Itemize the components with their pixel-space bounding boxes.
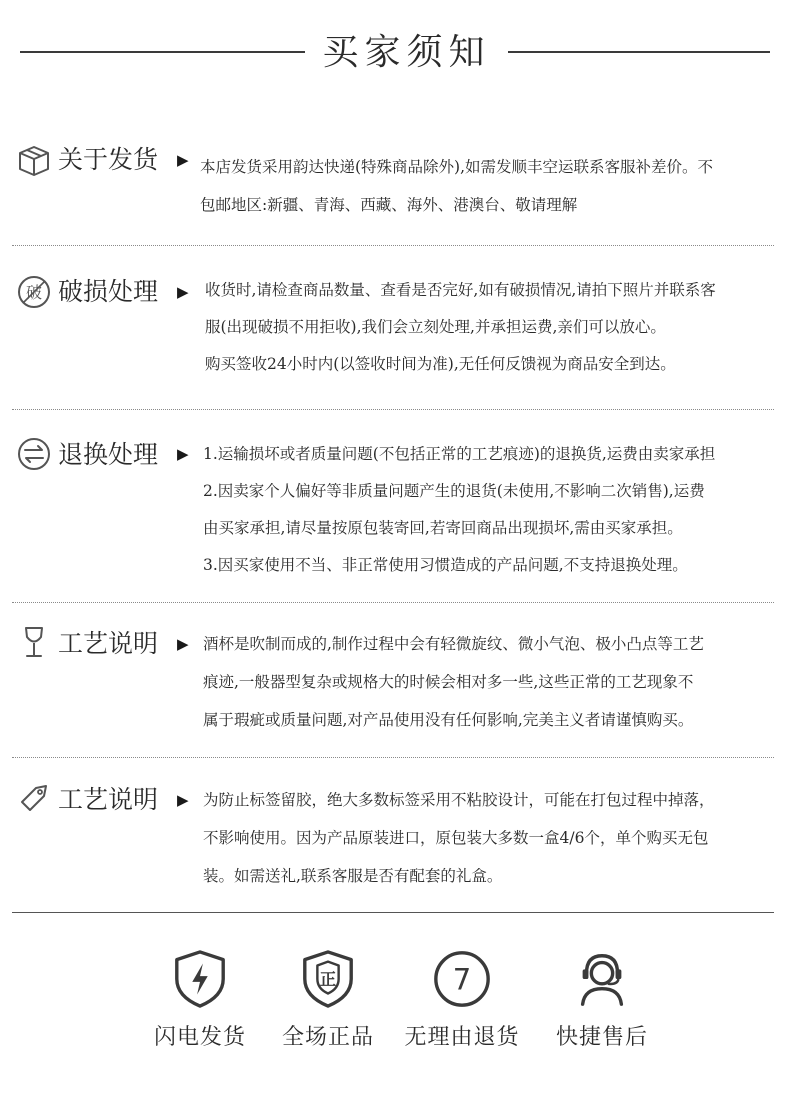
- body-line: 酒杯是吹制而成的,制作过程中会有轻微旋纹、微小气泡、极小凸点等工艺: [203, 635, 704, 653]
- section-label-note: [0, 778, 790, 898]
- section-title: 破损处理: [58, 277, 159, 306]
- body-line: 痕迹,一般器型复杂或规格大的时候会相对多一些,这些正常的工艺现象不: [203, 673, 694, 691]
- seven-day-return-icon: [431, 948, 493, 1010]
- body-line: 收货时,请检查商品数量、查看是否完好,如有破损情况,请拍下照片并联系客: [205, 281, 716, 299]
- page-title: 买家须知: [322, 32, 491, 73]
- feature-fast-shipping: [130, 948, 270, 1051]
- section-title: 工艺说明: [58, 629, 159, 658]
- section-body: [203, 781, 773, 895]
- section-body: [205, 272, 775, 383]
- section-shipping: [0, 140, 790, 214]
- body-line: 由买家承担,请尽量按原包装寄回,若寄回商品出现损坏,需由买家承担。: [203, 519, 683, 537]
- section-divider: [12, 409, 774, 410]
- section-craft: [0, 622, 790, 742]
- broken-circle-label: 破: [25, 283, 43, 302]
- bullet-arrow: ▶: [177, 635, 189, 653]
- box-icon: [16, 143, 52, 179]
- body-line: 本店发货采用韵达快递(特殊商品除外),如需发顺丰空运联系客服补差价。不: [200, 158, 714, 176]
- section-body: [203, 625, 773, 739]
- feature-after-sales: [532, 948, 672, 1051]
- lightning-shield-icon: [171, 948, 229, 1010]
- section-divider: [12, 757, 774, 758]
- feature-genuine: [258, 948, 398, 1051]
- section-body: [200, 148, 770, 224]
- section-damage: [0, 268, 790, 388]
- body-line: 包邮地区:新疆、青海、西藏、海外、港澳台、敬请理解: [200, 196, 578, 214]
- feature-label: 闪电发货: [153, 1025, 246, 1050]
- customer-service-icon: [571, 948, 633, 1010]
- bullet-arrow: ▶: [177, 283, 189, 301]
- section-title: 工艺说明: [58, 785, 159, 814]
- section-divider: [12, 245, 774, 246]
- section-divider: [12, 602, 774, 603]
- feature-label: 快捷售后: [555, 1025, 648, 1050]
- broken-circle-icon: [16, 274, 52, 310]
- bullet-arrow: ▶: [177, 791, 189, 809]
- body-line: 1.运输损坏或者质量问题(不包括正常的工艺痕迹)的退换货,运费由卖家承担: [203, 445, 716, 463]
- header-rule-left: [20, 51, 305, 53]
- section-title: 退换处理: [58, 440, 159, 469]
- page-header: [0, 28, 790, 78]
- seven-day-label: 7: [452, 962, 472, 997]
- genuine-icon-label: 正: [319, 969, 337, 989]
- section-divider: [12, 912, 774, 913]
- bullet-arrow: ▶: [177, 445, 189, 463]
- body-line: 为防止标签留胶，绝大多数标签采用不粘胶设计，可能在打包过程中掉落，: [203, 791, 715, 809]
- genuine-shield-icon: [299, 948, 357, 1010]
- bullet-arrow: ▶: [177, 151, 189, 169]
- body-line: 装。如需送礼,联系客服是否有配套的礼盒。: [203, 867, 503, 885]
- header-rule-right: [508, 51, 770, 53]
- section-body: [203, 436, 773, 584]
- body-line: 3.因买家使用不当、非正常使用习惯造成的产品问题,不支持退换处理。: [203, 556, 688, 574]
- exchange-arrows-icon: [16, 436, 52, 472]
- body-line: 购买签收24小时内(以签收时间为准),无任何反馈视为商品安全到达。: [205, 355, 676, 373]
- feature-label: 无理由退货: [404, 1025, 520, 1050]
- tag-icon: [16, 780, 52, 816]
- feature-no-reason-return: [392, 948, 532, 1051]
- feature-label: 全场正品: [281, 1025, 374, 1050]
- body-line: 服(出现破损不用拒收),我们会立刻处理,并承担运费,亲们可以放心。: [205, 318, 666, 336]
- body-line: 2.因卖家个人偏好等非质量问题产生的退货(未使用,不影响二次销售),运费: [203, 482, 705, 500]
- wine-glass-icon: [16, 624, 52, 660]
- body-line: 属于瑕疵或质量问题,对产品使用没有任何影响,完美主义者请谨慎购买。: [203, 711, 694, 729]
- body-line: 不影响使用。因为产品原装进口，原包装大多数一盒4/6个，单个购买无包: [203, 829, 709, 847]
- section-return: [0, 432, 790, 582]
- section-title: 关于发货: [58, 145, 159, 174]
